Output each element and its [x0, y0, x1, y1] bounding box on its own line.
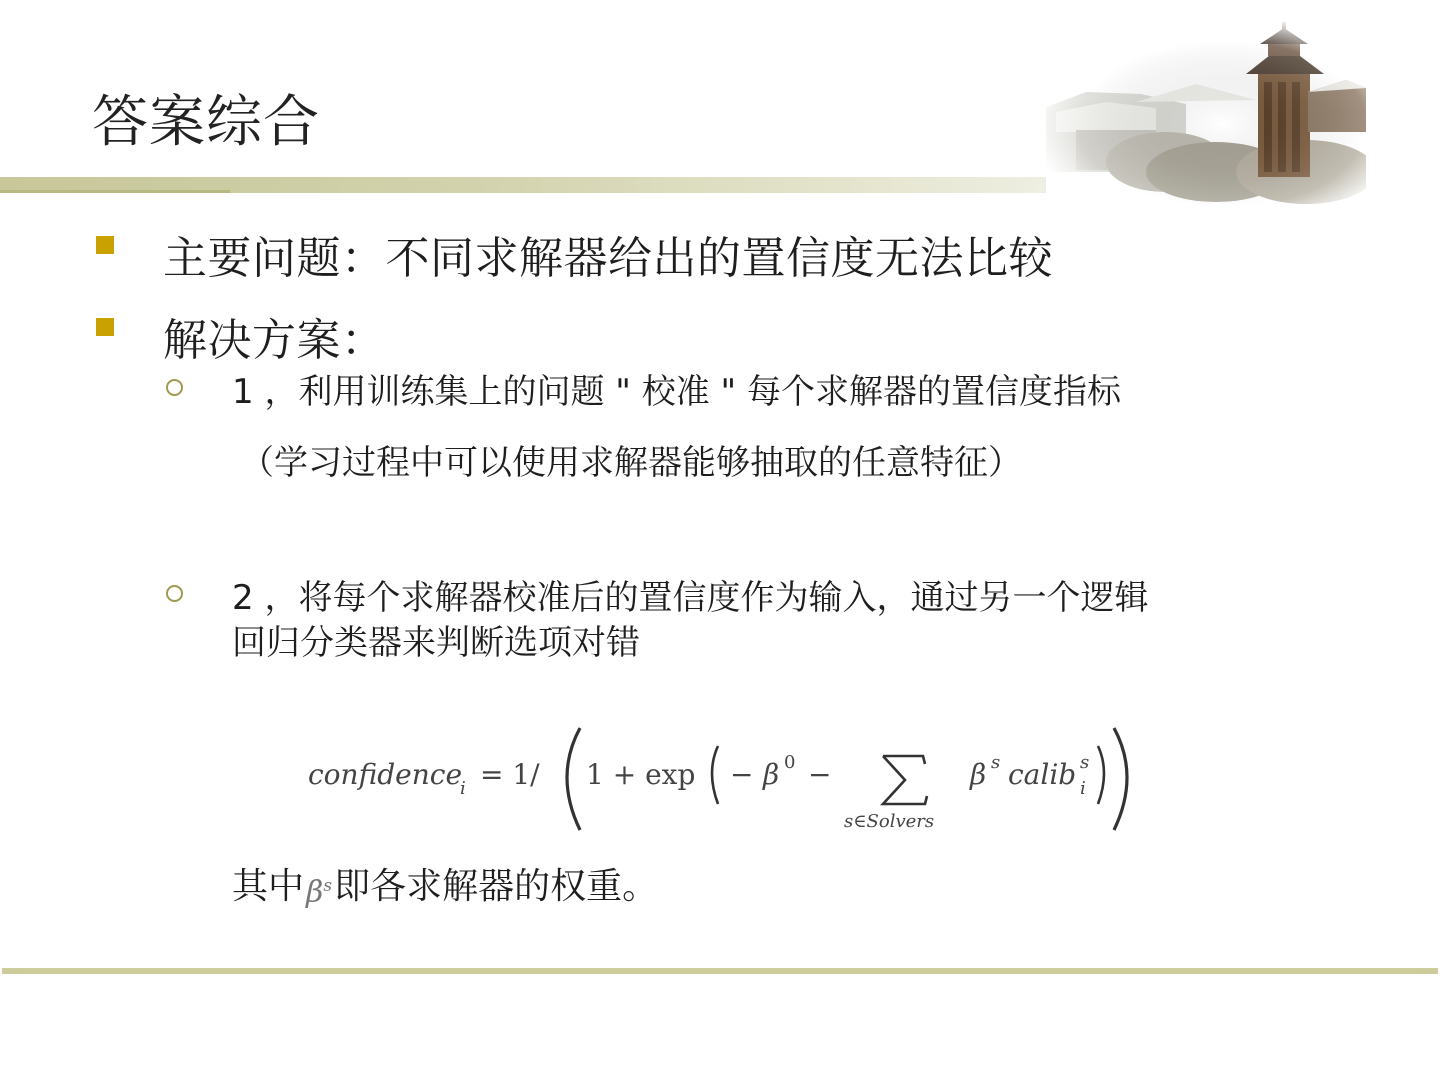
- header-divider: [0, 177, 1048, 193]
- formula-minus-2: −: [808, 758, 832, 791]
- formula-calib-sup: s: [1080, 752, 1090, 773]
- formula-sum-under: s∈Solvers: [844, 811, 935, 832]
- summation-sign: [883, 756, 927, 804]
- medium-left-paren: [712, 746, 718, 804]
- sub-bullet-1-line1: 1 ，利用训练集上的问题 " 校准 " 每个求解器的置信度指标: [232, 372, 1121, 412]
- formula-beta-s-sup: s: [991, 752, 1001, 773]
- note-beta-sup: s: [323, 876, 333, 896]
- bullet-square: [96, 236, 114, 254]
- formula-beta0-sup: 0: [784, 752, 796, 773]
- bullet-circle: [166, 585, 183, 602]
- bullet-main-problem: 主要问题：不同求解器给出的置信度无法比较: [163, 233, 1053, 284]
- sub-bullet-2-line1: 2 ，将每个求解器校准后的置信度作为输入，通过另一个逻辑: [232, 578, 1149, 618]
- formula-beta0: β: [763, 758, 780, 791]
- formula-calib-sub: i: [1080, 778, 1086, 799]
- note-beta: β: [306, 875, 324, 910]
- big-right-paren: [1114, 728, 1127, 830]
- slide-title: 答案综合: [92, 90, 320, 155]
- sub-bullet-2-line2: 回归分类器来判断选项对错: [232, 623, 640, 663]
- note-suffix: 即各求解器的权重。: [334, 866, 659, 907]
- formula-lhs: confidence: [308, 758, 463, 791]
- formula-calib: calib: [1008, 758, 1077, 791]
- formula-one-plus-exp: 1 + exp: [586, 758, 696, 791]
- weight-note: [232, 858, 658, 910]
- formula-eq: = 1/: [480, 758, 540, 791]
- confidence-formula: [308, 720, 1138, 840]
- formula-minus-1: −: [730, 758, 754, 791]
- bullet-circle: [166, 379, 183, 396]
- note-prefix: 其中: [232, 866, 305, 907]
- note-beta-symbol: [306, 875, 332, 910]
- sub-bullet-1-line2: （学习过程中可以使用求解器能够抽取的任意特征）: [240, 443, 1022, 483]
- footer-divider: [2, 968, 1438, 974]
- bullet-square: [96, 318, 114, 336]
- big-left-paren: [567, 728, 580, 830]
- bullet-solution: 解决方案：: [163, 315, 386, 366]
- formula-beta-s: β: [970, 758, 987, 791]
- formula-lhs-sub: i: [460, 778, 466, 799]
- medium-right-paren: [1098, 746, 1104, 804]
- building-photo: [1046, 22, 1366, 207]
